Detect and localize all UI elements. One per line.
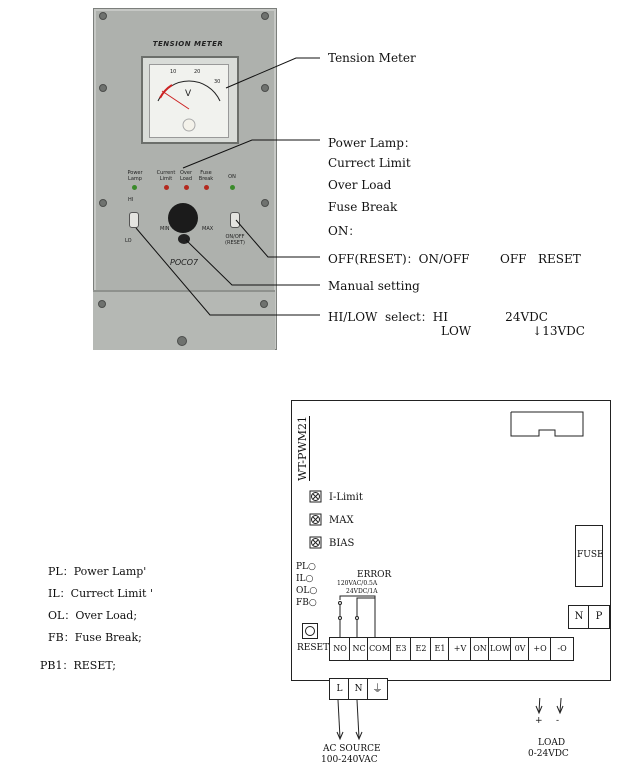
terminal-p: P (588, 605, 610, 629)
callout-off-reset: OFF(RESET)：ON/OFF OFF RESET (328, 252, 581, 266)
ac-source-label-2: 100-240VAC (321, 755, 378, 765)
hi-label: HI (128, 197, 134, 203)
brand-label: POCO7 (170, 258, 199, 267)
board-model: WT-PWM21 (296, 416, 309, 481)
terminal-low: LOW (488, 637, 511, 661)
terminal-n: N (568, 605, 590, 629)
legend-il: IL：Currect Limit ' (48, 587, 153, 600)
i-limit-label: I-Limit (329, 492, 363, 503)
terminal-plus-o: +O (528, 637, 551, 661)
board-led-il: IL○ (296, 574, 314, 584)
callout-power-lamp: Power Lamp： (328, 136, 416, 150)
callout-hilow-select: HI/LOW select：HI 24VDC (328, 310, 548, 324)
callout-tension-meter: Tension Meter (328, 51, 416, 65)
callout-hilow-low: LOW ↓13VDC (441, 324, 585, 338)
board-led-fb: FB○ (296, 598, 317, 608)
max-label-board: MAX (329, 515, 354, 526)
load-label-2: 0-24VDC (528, 749, 569, 759)
callout-over-load: Over Load (328, 178, 392, 192)
terminal-e1: E1 (430, 637, 449, 661)
load-minus-label: - (556, 716, 560, 726)
terminal-e2: E2 (410, 637, 431, 661)
legend-ol: OL：Over Load; (48, 609, 138, 622)
led-label-power: Power Lamp (127, 170, 143, 182)
terminal-nc: NC (349, 637, 368, 661)
max-label: MAX (202, 226, 214, 232)
terminal-l: L (329, 678, 350, 700)
ac-source-label-1: AC SOURCE (323, 744, 381, 754)
terminal-com: COM (367, 637, 391, 661)
led-label-on: ON (228, 174, 236, 180)
meter-title: TENSION METER (152, 40, 224, 48)
relay-rating-2: 24VDC/1A (346, 588, 378, 595)
load-plus-label: + (535, 716, 543, 726)
callout-current-limit: Currect Limit (328, 156, 411, 170)
load-label-1: LOAD (538, 738, 566, 748)
low-label: LO (125, 238, 132, 244)
reset-button[interactable] (302, 623, 318, 639)
indicator-icons (309, 490, 323, 550)
callout-manual-setting: Manual setting (328, 279, 420, 293)
bias-label: BIAS (329, 538, 355, 549)
terminal-on: ON (470, 637, 489, 661)
legend-fb: FB：Fuse Break; (48, 631, 142, 644)
terminal-plus-v: +V (448, 637, 471, 661)
terminal-minus-o: -O (550, 637, 574, 661)
callout-fuse-break: Fuse Break (328, 200, 398, 214)
led-label-current: Current Limit (156, 170, 176, 182)
switch-label: ON/OFF (RESET) (225, 234, 245, 246)
legend-pb1: PB1：RESET; (40, 659, 117, 672)
reset-button-icon (305, 626, 315, 636)
relay-rating-1: 120VAC/0.5A (337, 580, 378, 587)
connector-outline (509, 410, 585, 438)
relay-contacts (330, 594, 390, 638)
error-label: ERROR (357, 570, 392, 580)
fuse-label: FUSE (577, 550, 604, 560)
reset-label: RESET (297, 643, 330, 653)
board-led-ol: OL○ (296, 586, 318, 596)
board-led-pl: PL○ (296, 562, 316, 572)
callout-on: ON： (328, 224, 361, 238)
terminal-ground: ⏚ (367, 678, 388, 700)
meter-unit: V (185, 89, 192, 99)
led-label-fuse: Fuse Break (198, 170, 214, 182)
terminal-0v: 0V (510, 637, 529, 661)
meter-tick-label: 30 (214, 79, 221, 85)
meter-tick-label: 10 (170, 69, 177, 75)
led-label-overload: Over Load (179, 170, 193, 182)
min-label: MIN (160, 226, 170, 232)
meter-tick-label: 20 (194, 69, 201, 75)
terminal-no: NO (329, 637, 350, 661)
terminal-e3: E3 (390, 637, 411, 661)
callout-leaders (0, 0, 624, 360)
legend-pl: PL：Power Lamp' (48, 565, 147, 578)
terminal-n-source: N (348, 678, 369, 700)
